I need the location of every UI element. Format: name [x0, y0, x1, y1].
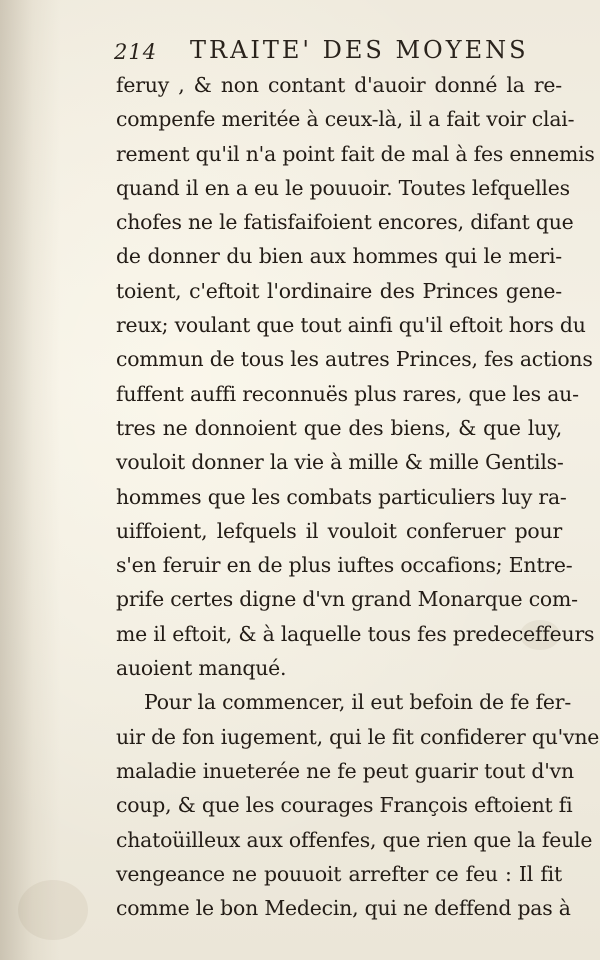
text-line: de donner du bien aux hommes qui le meri-: [116, 244, 562, 269]
text-line: toient, c'eftoit l'ordinaire des Princes gene-: [116, 278, 562, 303]
paper-stain: [18, 880, 88, 940]
paragraph-first-line: Pour la commencer, il eut befoin de fe fer-: [144, 690, 572, 715]
text-line: s'en feruir en de plus iuftes occafions; Entre-: [116, 553, 573, 578]
text-line: comme le bon Medecin, qui ne deffend pas à: [116, 896, 571, 921]
text-line: commun de tous les autres Princes, fes actions: [116, 347, 593, 372]
text-line: auoient manqué.: [116, 656, 287, 681]
text-line: uir de fon iugement, qui le fit confiderer qu'vne: [116, 724, 600, 749]
text-line: hommes que les combats particuliers luy ra-: [116, 484, 567, 509]
text-line: coup, & que les courages François eftoient fi: [116, 793, 573, 818]
text-line: vengeance ne pouuoit arrefter ce feu : Il fit: [116, 861, 562, 886]
text-line: tres ne donnoient que des biens, & que luy,: [116, 415, 562, 440]
page-number: 214: [114, 40, 158, 64]
page-header: [114, 34, 529, 66]
text-line: me il eftoit, & à laquelle tous fes predeceffeurs: [116, 621, 595, 646]
running-head: TRAITE' DES MOYENS: [190, 36, 529, 64]
text-line: feruy , & non contant d'auoir donné la re-: [116, 73, 562, 97]
text-line: reux; voulant que tout ainfi qu'il eftoit hors du: [116, 313, 586, 338]
text-line: fuffent auffi reconnuës plus rares, que les au-: [116, 381, 579, 406]
body-text: [116, 68, 600, 925]
text-line: chatoüilleux aux offenfes, que rien que la feule: [116, 827, 593, 852]
text-line: maladie inueterée ne fe peut guarir tout d'vn: [116, 758, 574, 783]
text-line: vouloit donner la vie à mille & mille Gentils-: [116, 450, 564, 475]
text-line: compenfe meritée à ceux-là, il a fait voir clai-: [116, 107, 575, 132]
text-line: rement qu'il n'a point fait de mal à fes ennemis: [116, 141, 595, 166]
text-line: prife certes digne d'vn grand Monarque com-: [116, 587, 578, 612]
binding-gutter: [0, 0, 60, 960]
text-line: quand il en a eu le pouuoir. Toutes lefquelles: [116, 175, 570, 200]
text-line: uiffoient, lefquels il vouloit conferuer pour: [116, 518, 562, 543]
text-line: chofes ne le fatisfaifoient encores, difant que: [116, 210, 574, 235]
